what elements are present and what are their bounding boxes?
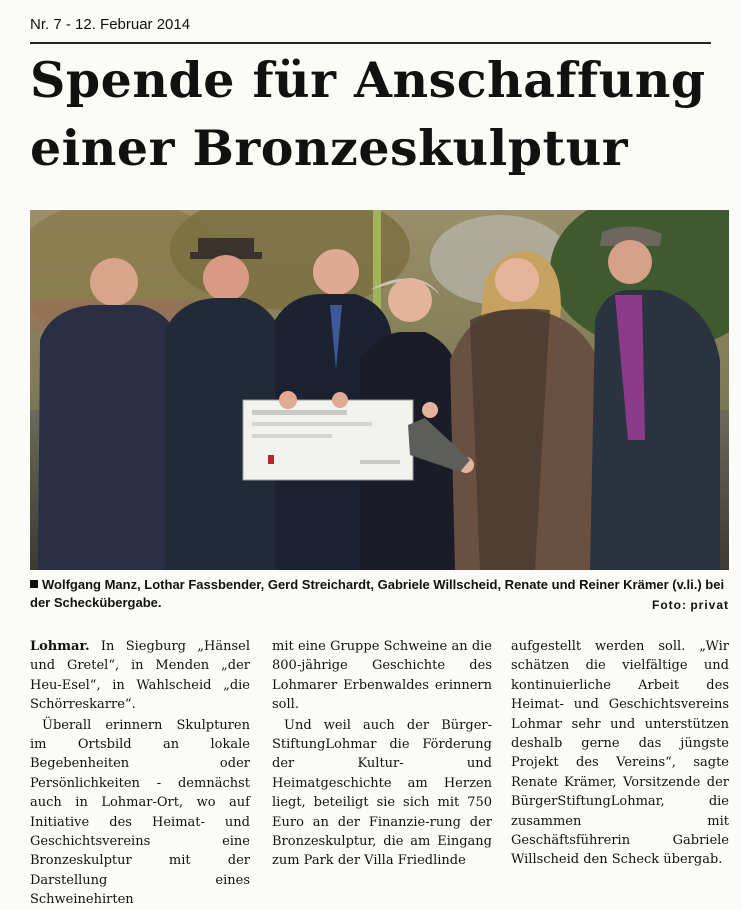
headline-line-2: einer Bronzeskulptur <box>30 119 629 177</box>
paragraph: Und weil auch der Bürger-StiftungLohmar die Förderung der Kultur- und Heimatgeschichte am Herzen liegt, beteiligt sie sich mit 750 Euro an der Finanzie-rung der Bronzeskulptur, die am Eingang zum Park der Villa Friedlinde <box>272 717 492 869</box>
paragraph <box>30 637 250 715</box>
article-column-3 <box>511 637 729 870</box>
credit-label: Foto: <box>651 598 687 612</box>
caption-text: Wolfgang Manz, Lothar Fassbender, Gerd Streichardt, Gabriele Willscheid, Renate und Reiner Krämer (v.li.) bei der Scheckübergabe. <box>30 577 725 610</box>
photo-credit <box>652 598 729 612</box>
press-photo <box>30 210 729 570</box>
dateline: Lohmar. <box>30 639 90 654</box>
photo-caption <box>30 576 729 612</box>
paragraph: Überall erinnern Skulpturen im Ortsbild an lokale Begebenheiten oder Persönlichkeiten - demnächst auch in Lohmar-Ort, wo auf Initiative des Heimat- und Geschichtsvereins eine Bronzeskulptur mit der Darstellung eines Schweinehirten <box>30 717 250 908</box>
issue-date: Nr. 7 - 12. Februar 2014 <box>30 16 191 33</box>
paragraph: aufgestellt werden soll. „Wir schätzen die vielfältige und kontinuierliche Arbeit des Heimat- und Geschichtsvereins Lohmar sehr und unterstützen deshalb gerne das jüngste Projekt des Vereins“, sagte Renate Krämer, Vorsitzende der BürgerStiftungLohmar, die zusammen mit Geschäftsführerin Gabriele Willscheid den Scheck übergab. <box>511 639 729 868</box>
credit-value: privat <box>690 598 729 612</box>
paragraph: mit eine Gruppe Schweine an die 800-jährige Geschichte des Lohmarer Erbenwaldes erinnern soll. <box>272 639 492 713</box>
header-rule <box>30 42 711 44</box>
article-column-2 <box>272 637 492 871</box>
headline-line-1: Spende für Anschaffung <box>30 51 706 109</box>
headline <box>30 46 730 182</box>
article-column-1 <box>30 637 250 910</box>
paragraph-text: In Siegburg „Hänsel und Gretel“, in Menden „der Heu-Esel“, in Wahlscheid „die Schörreskarre“. <box>30 639 250 713</box>
bullet-square <box>30 580 38 588</box>
